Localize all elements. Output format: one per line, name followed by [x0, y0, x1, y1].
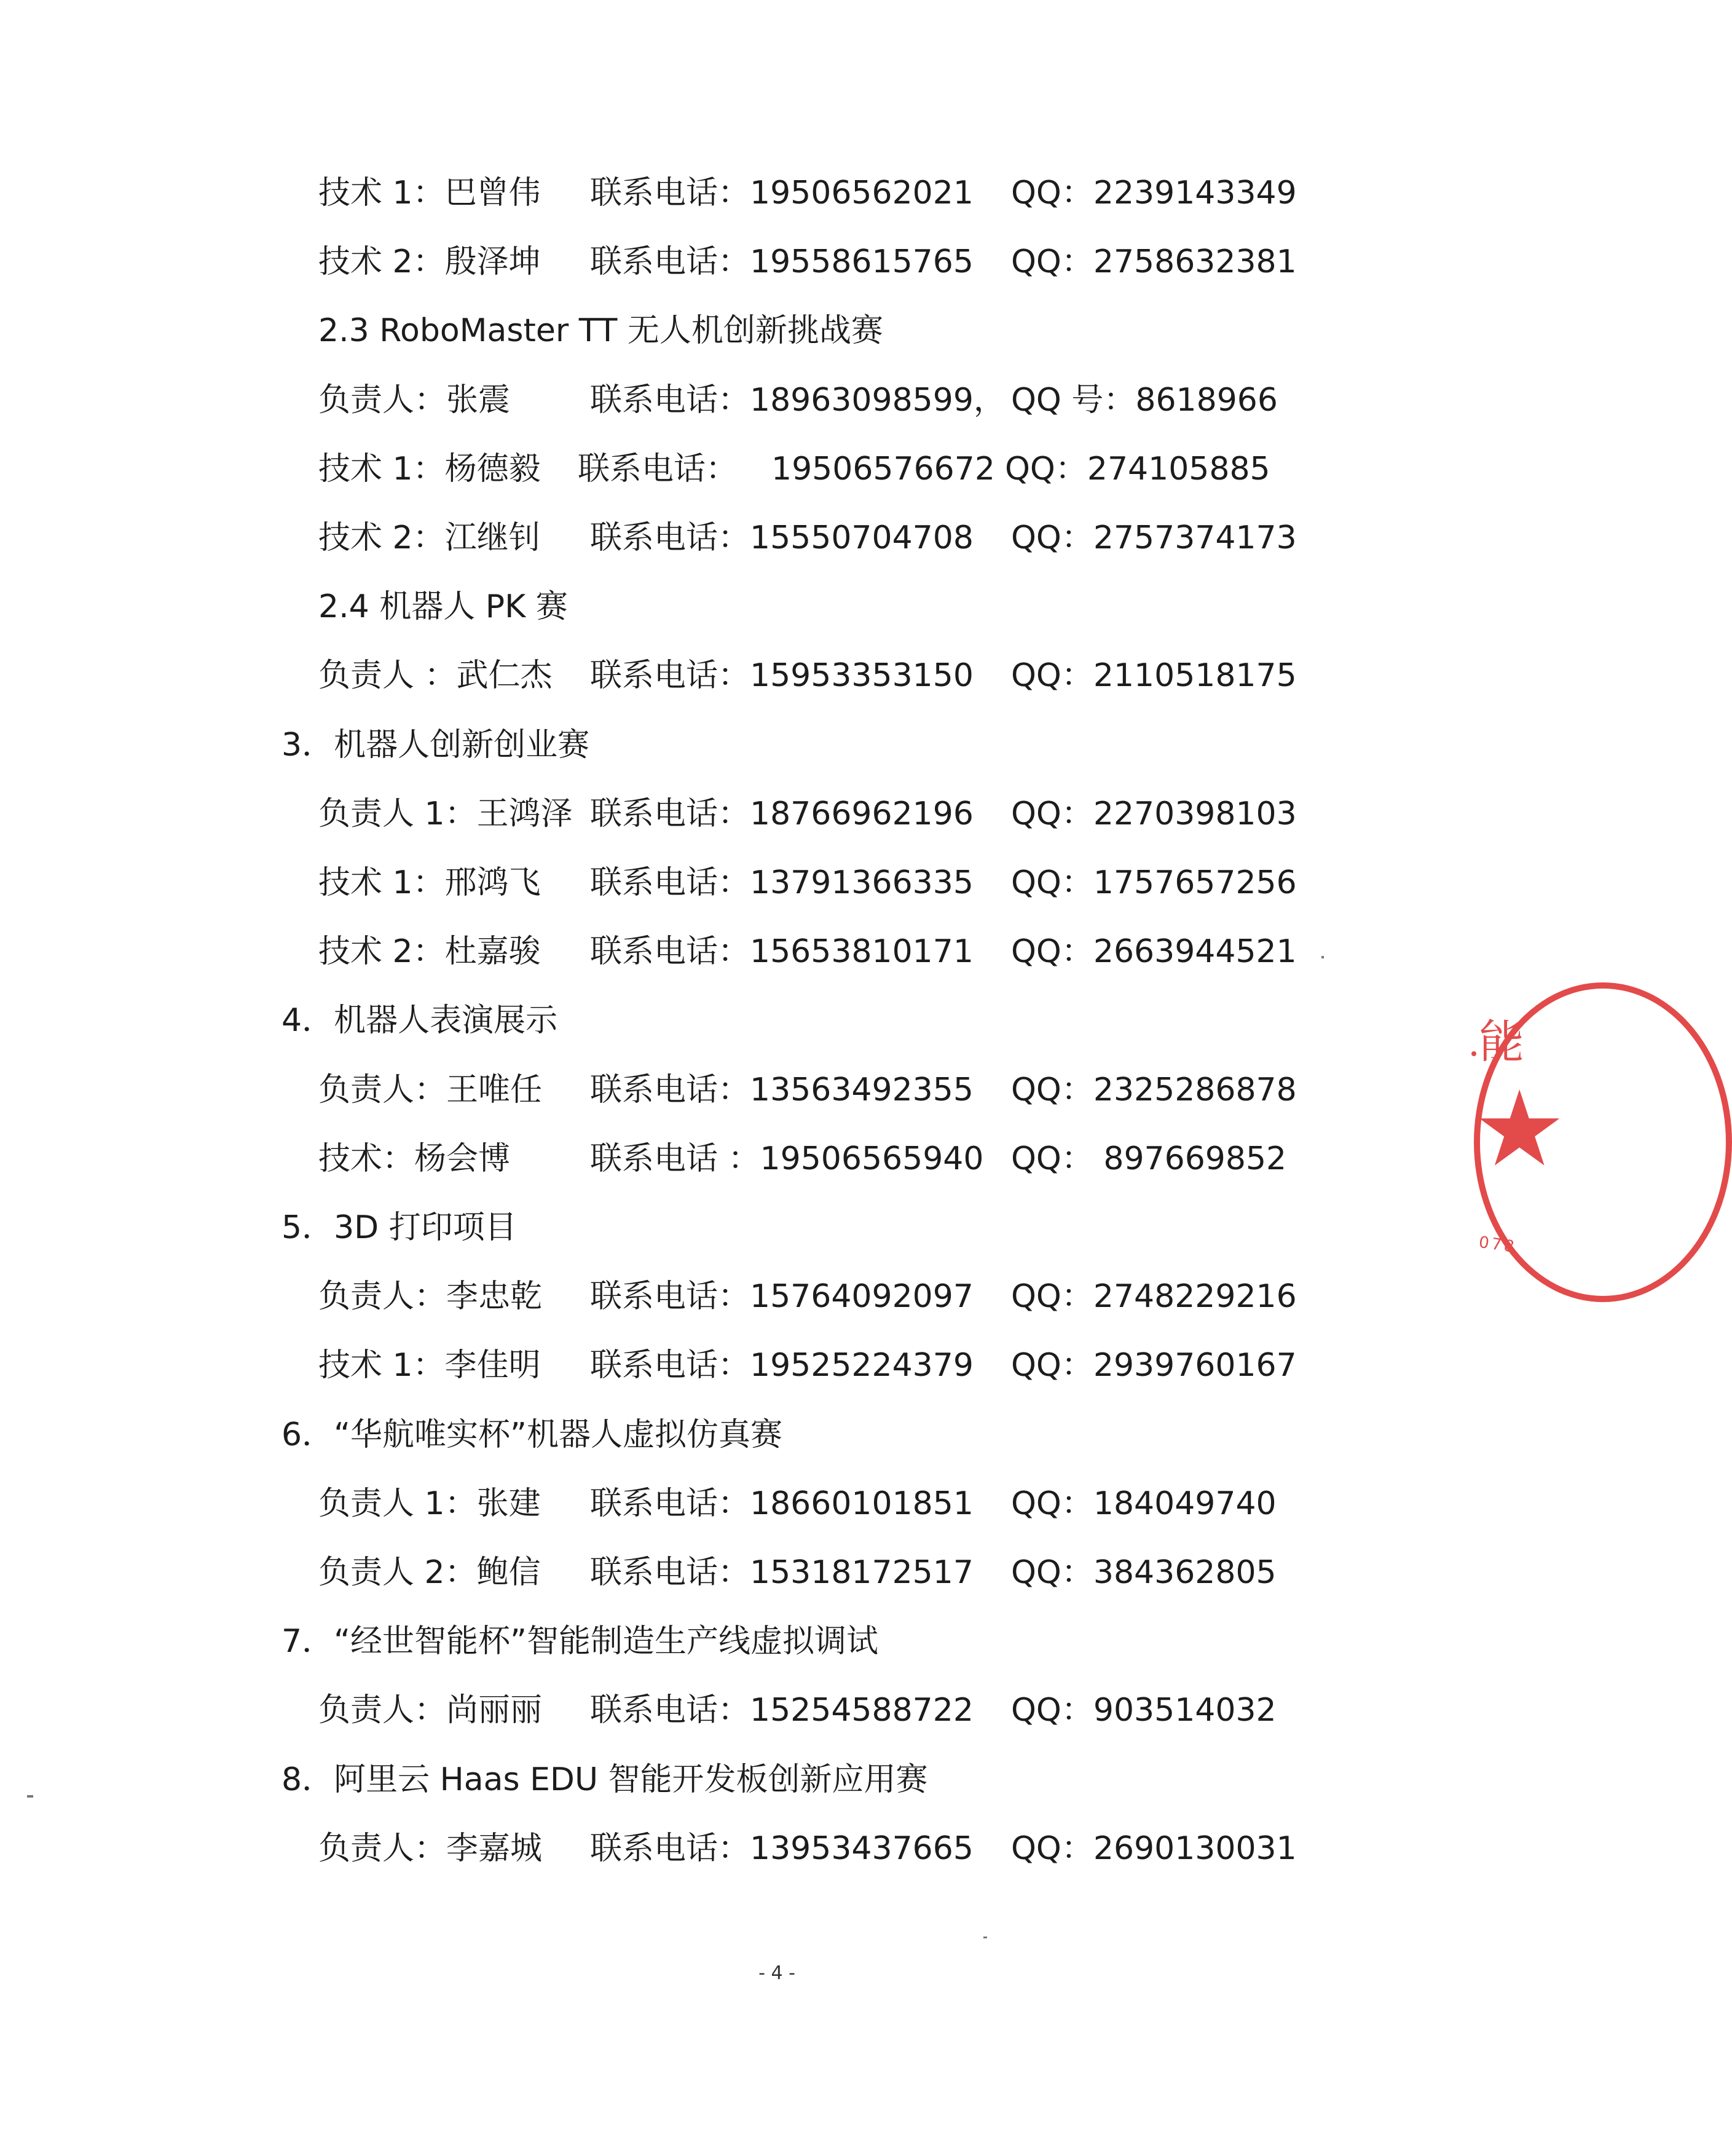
qq-number: QQ 号：8618966 — [1011, 381, 1278, 419]
role-name: 技术 2：杜嘉骏 — [318, 933, 541, 971]
qq-number: QQ：903514032 — [1011, 1692, 1277, 1729]
qq-number: QQ：2757374173 — [1011, 519, 1297, 556]
qq-number: QQ：2939760167 — [1011, 1347, 1297, 1384]
role-name: 负责人：张震 — [318, 381, 511, 419]
phone-number: 联系电话： — [578, 450, 738, 488]
qq-number: QQ：1757657256 — [1011, 864, 1297, 901]
phone-number: 联系电话：13563492355 — [590, 1071, 974, 1108]
phone-number: 联系电话：13791366335 — [590, 864, 974, 901]
phone-number: 联系电话：18963098599， — [590, 381, 1006, 419]
seal-dot — [1471, 1051, 1476, 1056]
phone-number: 联系电话：15764092097 — [590, 1278, 974, 1316]
seal-character: 能 — [1479, 1016, 1524, 1068]
qq-number: QQ：2690130031 — [1011, 1830, 1297, 1867]
scan-speck — [27, 1795, 33, 1798]
role-name: 负责人：李嘉城 — [318, 1830, 543, 1867]
role-name: 技术 2：殷泽坤 — [318, 243, 541, 281]
role-name: 技术 2：江继钊 — [318, 519, 541, 556]
heading-text: 6．“华航唯实杯”机器人虚拟仿真赛 — [281, 1416, 782, 1453]
phone-number: 联系电话：18660101851 — [590, 1485, 974, 1522]
scan-speck — [983, 1937, 987, 1938]
phone-number: 联系电话：15550704708 — [590, 519, 974, 556]
heading-text: 7．“经世智能杯”智能制造生产线虚拟调试 — [281, 1623, 878, 1660]
heading-text: 4．机器人表演展示 — [281, 1002, 558, 1040]
qq-number: QQ：384362805 — [1011, 1554, 1277, 1591]
seal-star-icon: ★ — [1473, 1068, 1567, 1190]
qq-number: QQ：2758632381 — [1011, 243, 1297, 281]
role-name: 技术 1：邢鸿飞 — [318, 864, 541, 901]
qq-number: QQ：184049740 — [1011, 1485, 1277, 1522]
heading-text: 2.3 RoboMaster TT 无人机创新挑战赛 — [318, 312, 883, 350]
heading-text: 2.4 机器人 PK 赛 — [318, 588, 568, 626]
qq-number: QQ：2239143349 — [1011, 175, 1297, 211]
qq-number: QQ：2325286878 — [1011, 1071, 1297, 1108]
role-name: 技术 1：杨德毅 — [318, 450, 541, 488]
seal-digits: 078 — [1478, 1233, 1518, 1257]
qq-number: QQ：2748229216 — [1011, 1278, 1297, 1316]
role-name: 技术 1：李佳明 — [318, 1347, 541, 1384]
role-name: 负责人：尚丽丽 — [318, 1692, 543, 1729]
phone-number: 联系电话：15318172517 — [590, 1554, 974, 1591]
red-seal-stamp — [1457, 977, 1567, 1285]
phone-number: 联系电话：15953353150 — [590, 657, 974, 695]
qq-number: QQ：2663944521 — [1011, 933, 1297, 971]
role-name: 负责人：李忠乾 — [318, 1278, 543, 1316]
phone-number: 联系电话：15653810171 — [590, 933, 974, 971]
phone-number: 联系电话：19506562021 — [590, 175, 974, 211]
phone-number: 联系电话：13953437665 — [590, 1830, 974, 1867]
phone-number: 19506576672 — [771, 450, 995, 488]
qq-number: QQ： 897669852 — [1011, 1140, 1287, 1177]
heading-text: 3．机器人创新创业赛 — [281, 726, 590, 764]
page-number: - 4 - — [758, 1962, 795, 1984]
phone-number: 联系电话：15254588722 — [590, 1692, 974, 1729]
role-name: 技术 1：巴曾伟 — [318, 175, 541, 211]
heading-text: 5．3D 打印项目 — [281, 1209, 517, 1246]
role-name: 技术：杨会博 — [318, 1140, 511, 1177]
scan-speck — [1321, 956, 1324, 958]
qq-number: QQ：2110518175 — [1011, 657, 1297, 695]
role-name: 负责人 1：张建 — [318, 1485, 541, 1522]
phone-number: 联系电话：19525224379 — [590, 1347, 974, 1384]
phone-number: 联系电话：18766962196 — [590, 795, 974, 832]
role-name: 负责人：王唯任 — [318, 1071, 543, 1108]
role-name: 负责人 2：鲍信 — [318, 1554, 541, 1591]
qq-number: QQ：2270398103 — [1011, 795, 1297, 832]
role-name: 负责人 ：武仁杰 — [318, 657, 553, 695]
heading-text: 8．阿里云 Haas EDU 智能开发板创新应用赛 — [281, 1761, 928, 1798]
role-name: 负责人 1：王鸿泽 — [318, 795, 573, 832]
phone-number: 联系电话 ：19506565940 — [590, 1140, 984, 1177]
phone-number: 联系电话：19558615765 — [590, 243, 974, 281]
qq-number: QQ：274105885 — [1005, 450, 1270, 488]
